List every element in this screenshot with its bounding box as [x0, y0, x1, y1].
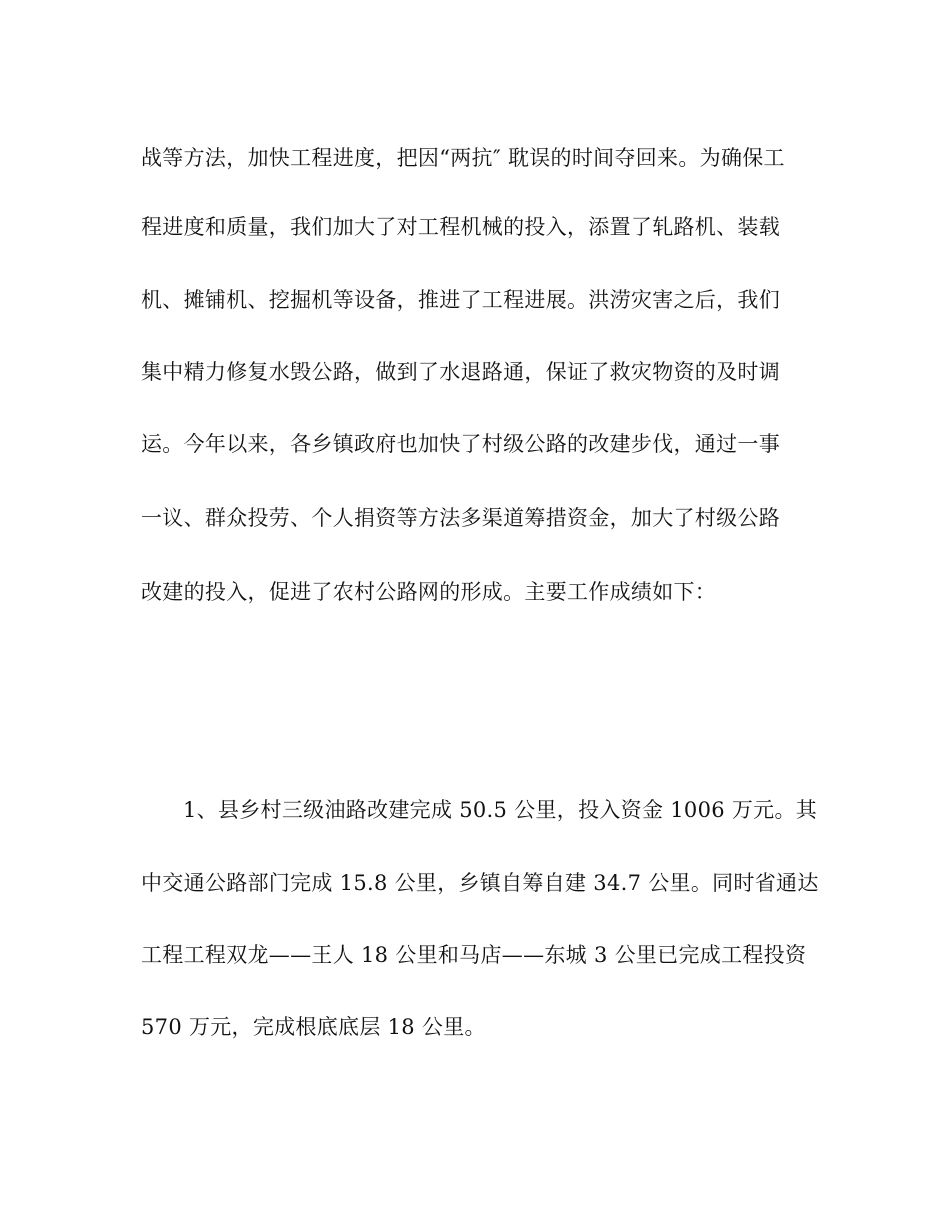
paragraph-1-line-1: 战等方法，加快工程进度，把因“两抗″ 耽误的时间夺回来。为确保工: [141, 146, 785, 170]
paragraph-2-line-1: 1、县乡村三级油路改建完成 50.5 公里，投入资金 1006 万元。其: [183, 798, 818, 822]
paragraph-1-line-4: 集中精力修复水毁公路，做到了水退路通，保证了救灾物资的及时调: [141, 360, 780, 384]
paragraph-2-line-2: 中交通公路部门完成 15.8 公里，乡镇自筹自建 34.7 公里。同时省通达: [141, 871, 819, 895]
paragraph-2-line-4: 570 万元，完成根底底层 18 公里。: [141, 1015, 486, 1039]
paragraph-1-line-5: 运。今年以来，各乡镇政府也加快了村级公路的改建步伐，通过一事: [141, 432, 780, 456]
paragraph-1-line-2: 程进度和质量，我们加大了对工程机械的投入，添置了轧路机、装载: [141, 215, 780, 239]
paragraph-1-line-7: 改建的投入，促进了农村公路网的形成。主要工作成绩如下：: [141, 580, 717, 604]
paragraph-1-line-6: 一议、群众投劳、个人捐资等方法多渠道筹措资金，加大了村级公路: [141, 506, 780, 530]
paragraph-1-line-3: 机、摊铺机、挖掘机等设备，推进了工程进展。洪涝灾害之后，我们: [141, 288, 780, 312]
paragraph-2-line-3: 工程工程双龙——王人 18 公里和马店——东城 3 公里已完成工程投资: [141, 943, 807, 967]
